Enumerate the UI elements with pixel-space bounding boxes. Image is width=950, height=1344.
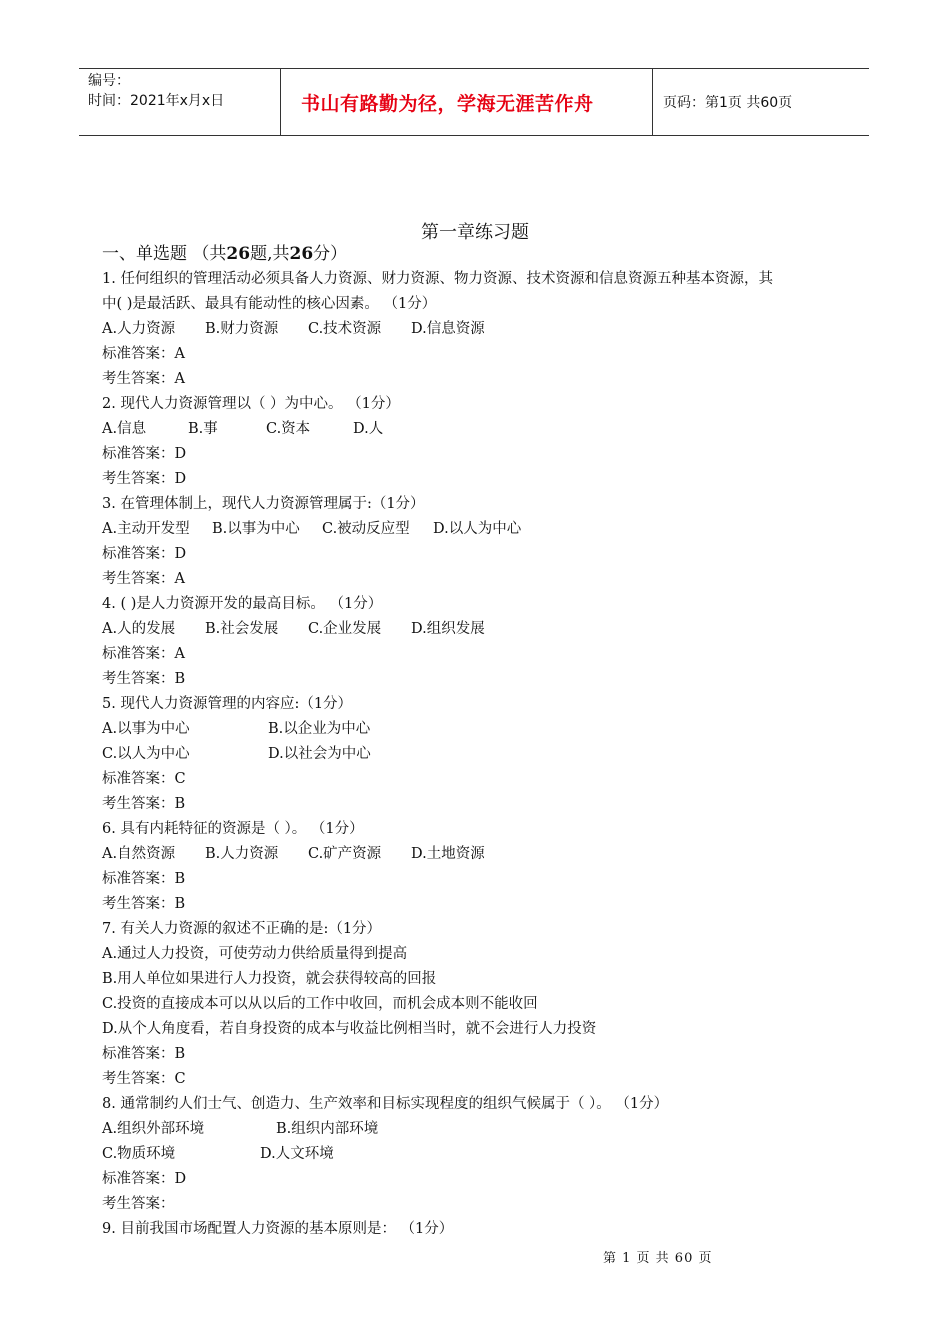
option-b: B.社会发展	[205, 621, 279, 637]
examinee-answer: 考生答案：	[102, 1196, 175, 1212]
question-options	[102, 742, 862, 767]
standard-answer: 标准答案：A	[102, 646, 185, 662]
standard-answer: 标准答案：D	[102, 1171, 187, 1187]
option-c: C.被动反应型	[322, 521, 410, 537]
option-a: A.组织外部环境	[102, 1121, 205, 1137]
examinee-answer: 考生答案：C	[102, 1071, 186, 1087]
option-b: B.事	[188, 421, 218, 437]
option-a: A.人的发展	[102, 621, 176, 637]
option-c: C.物质环境	[102, 1146, 176, 1162]
option-b: B.财力资源	[205, 321, 279, 337]
question-content	[102, 242, 862, 1242]
document-title: 第一章练习题	[421, 222, 529, 243]
option-d: D.以社会为中心	[268, 746, 371, 762]
question-options	[102, 1142, 862, 1167]
option-a: A.以事为中心	[102, 721, 190, 737]
header-meta	[79, 69, 281, 135]
question-item	[102, 817, 862, 917]
option-c: C.资本	[266, 421, 311, 437]
question-item	[102, 492, 862, 592]
question-count: 26	[226, 244, 251, 264]
option-a: A.主动开发型	[102, 521, 190, 537]
question-stem: 1. 任何组织的管理活动必须具备人力资源、财力资源、物力资源、技术资源和信息资源五种基本资源，其	[102, 271, 773, 287]
question-item	[102, 392, 862, 492]
option-d: D.信息资源	[411, 321, 485, 337]
header-motto: 书山有路勤为径，学海无涯苦作舟	[281, 69, 653, 135]
option-d: D.人文环境	[260, 1146, 334, 1162]
standard-answer: 标准答案：D	[102, 446, 187, 462]
option-c: C.矿产资源	[308, 846, 382, 862]
option-d: D.从个人角度看，若自身投资的成本与收益比例相当时，就不会进行人力投资	[102, 1021, 597, 1037]
question-stem: 中( )是最活跃、最具有能动性的核心因素。 （1分）	[102, 296, 437, 312]
option-d: D.人	[353, 421, 384, 437]
page-footer: 第 1 页 共 60 页	[603, 1251, 713, 1266]
question-stem: 8. 通常制约人们士气、创造力、生产效率和目标实现程度的组织气候属于（ ）。 （1分）	[102, 1096, 669, 1112]
option-d: D.以人为中心	[433, 521, 522, 537]
option-d: D.土地资源	[411, 846, 485, 862]
header-page-info: 页码：第1页 共60页	[663, 95, 793, 111]
examinee-answer: 考生答案：A	[102, 371, 185, 387]
question-stem: 5. 现代人力资源管理的内容应:（1分）	[102, 696, 353, 712]
question-stem: 4. ( )是人力资源开发的最高目标。 （1分）	[102, 596, 383, 612]
question-options	[102, 617, 862, 642]
standard-answer: 标准答案：C	[102, 771, 186, 787]
option-c: C.以人为中心	[102, 746, 190, 762]
option-b: B.以事为中心	[212, 521, 300, 537]
standard-answer: 标准答案：B	[102, 1046, 186, 1062]
examinee-answer: 考生答案：B	[102, 671, 186, 687]
option-a: A.信息	[102, 421, 147, 437]
option-b: B.组织内部环境	[276, 1121, 379, 1137]
standard-answer: 标准答案：B	[102, 871, 186, 887]
question-stem: 6. 具有内耗特征的资源是（ ）。 （1分）	[102, 821, 364, 837]
question-options	[102, 1117, 862, 1142]
question-item	[102, 1092, 862, 1217]
option-c: C.企业发展	[308, 621, 382, 637]
option-b: B.以企业为中心	[268, 721, 371, 737]
question-stem: 3. 在管理体制上，现代人力资源管理属于:（1分）	[102, 496, 425, 512]
section-title: 一、单选题 （共26题,共26分）	[102, 244, 348, 264]
option-a: A.通过人力投资，可使劳动力供给质量得到提高	[102, 946, 408, 962]
option-c: C.投资的直接成本可以从以后的工作中收回，而机会成本则不能收回	[102, 996, 538, 1012]
question-stem: 9. 目前我国市场配置人力资源的基本原则是： （1分）	[102, 1221, 454, 1237]
option-a: A.人力资源	[102, 321, 176, 337]
question-options	[102, 417, 862, 442]
standard-answer: 标准答案：A	[102, 346, 185, 362]
question-item	[102, 592, 862, 692]
page-header	[79, 68, 869, 136]
option-b: B.用人单位如果进行人力投资，就会获得较高的回报	[102, 971, 437, 987]
question-options	[102, 517, 862, 542]
examinee-answer: 考生答案：D	[102, 471, 187, 487]
option-a: A.自然资源	[102, 846, 176, 862]
question-stem: 7. 有关人力资源的叙述不正确的是:（1分）	[102, 921, 382, 937]
option-c: C.技术资源	[308, 321, 382, 337]
question-options	[102, 842, 862, 867]
examinee-answer: 考生答案：A	[102, 571, 185, 587]
document-id-label: 编号：	[88, 73, 130, 89]
option-b: B.人力资源	[205, 846, 279, 862]
examinee-answer: 考生答案：B	[102, 896, 186, 912]
question-item	[102, 1217, 862, 1242]
option-d: D.组织发展	[411, 621, 485, 637]
examinee-answer: 考生答案：B	[102, 796, 186, 812]
question-stem: 2. 现代人力资源管理以（ ）为中心。 （1分）	[102, 396, 400, 412]
question-item	[102, 692, 862, 817]
question-options	[102, 317, 862, 342]
question-options	[102, 717, 862, 742]
question-item	[102, 917, 862, 1092]
total-score: 26	[289, 244, 314, 264]
document-time-label: 时间：2021年x月x日	[88, 93, 225, 109]
standard-answer: 标准答案：D	[102, 546, 187, 562]
question-item	[102, 267, 862, 392]
